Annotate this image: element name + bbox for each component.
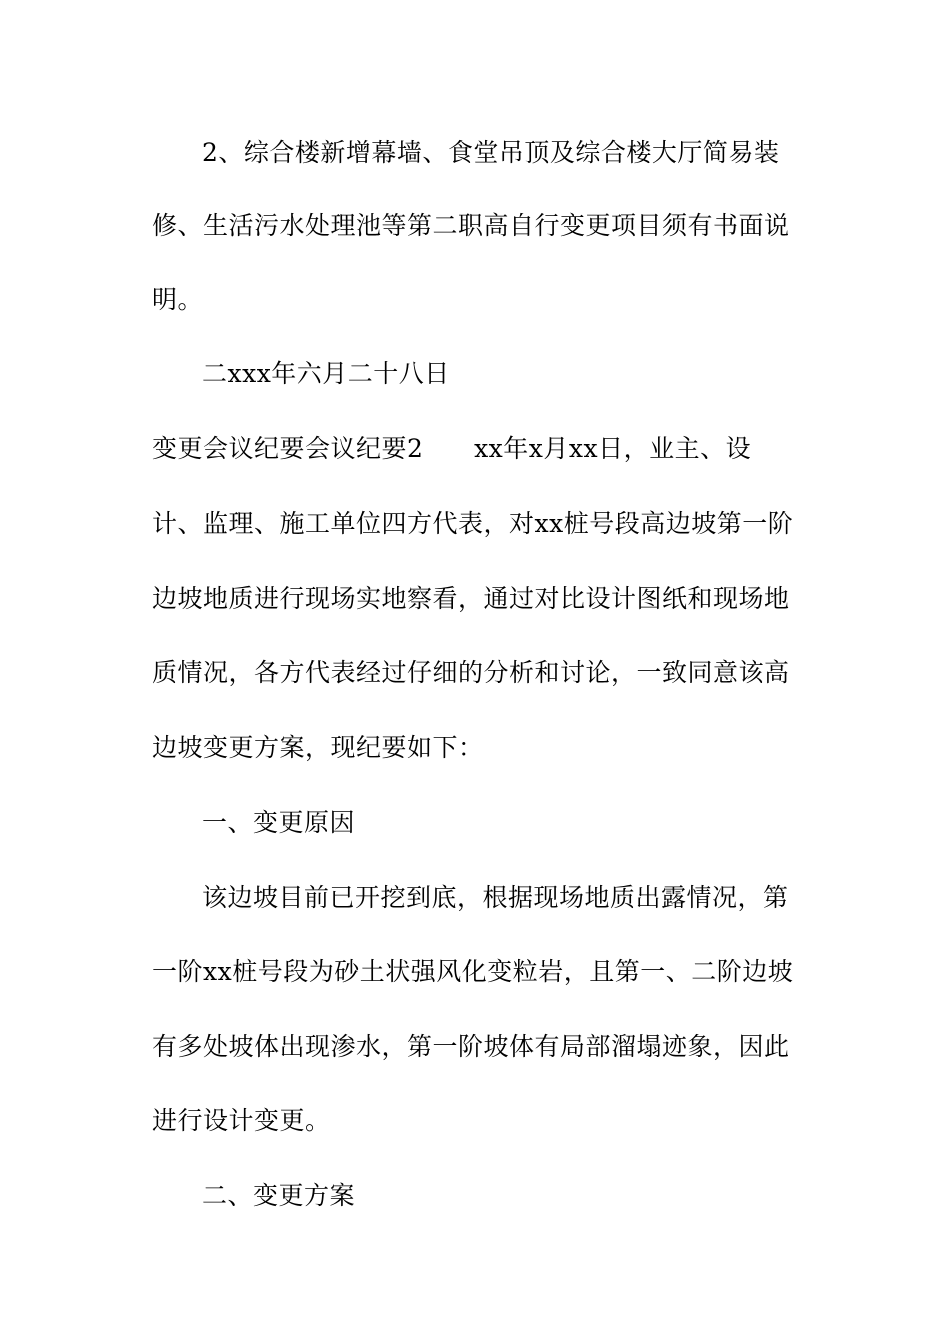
section-heading-2: 二、变更方案 — [202, 1181, 356, 1210]
paragraph-line-6: 计、监理、施工单位四方代表，对xx桩号段高边坡第一阶 — [152, 509, 794, 538]
paragraph-line-5: 变更会议纪要会议纪要2 xx年x月xx日，业主、设 — [152, 434, 752, 463]
paragraph-line-13: 有多处坡体出现渗水，第一阶坡体有局部溜塌迹象，因此 — [152, 1032, 790, 1061]
paragraph-line-2: 修、生活污水处理池等第二职高自行变更项目须有书面说 — [152, 211, 790, 240]
paragraph-line-12: 一阶xx桩号段为砂土状强风化变粒岩，且第一、二阶边坡 — [152, 957, 794, 986]
paragraph-line-1: 2、综合楼新增幕墙、食堂吊顶及综合楼大厅简易装 — [202, 138, 780, 167]
paragraph-line-7: 边坡地质进行现场实地察看，通过对比设计图纸和现场地 — [152, 584, 790, 613]
section-heading-1: 一、变更原因 — [202, 808, 356, 837]
paragraph-line-3: 明。 — [152, 285, 204, 314]
paragraph-line-11: 该边坡目前已开挖到底，根据现场地质出露情况，第 — [202, 883, 789, 912]
paragraph-line-8: 质情况，各方代表经过仔细的分析和讨论，一致同意该高 — [152, 658, 790, 687]
date-line: 二xxx年六月二十八日 — [202, 359, 450, 388]
paragraph-line-14: 进行设计变更。 — [152, 1106, 331, 1135]
paragraph-line-9: 边坡变更方案，现纪要如下： — [152, 733, 484, 762]
